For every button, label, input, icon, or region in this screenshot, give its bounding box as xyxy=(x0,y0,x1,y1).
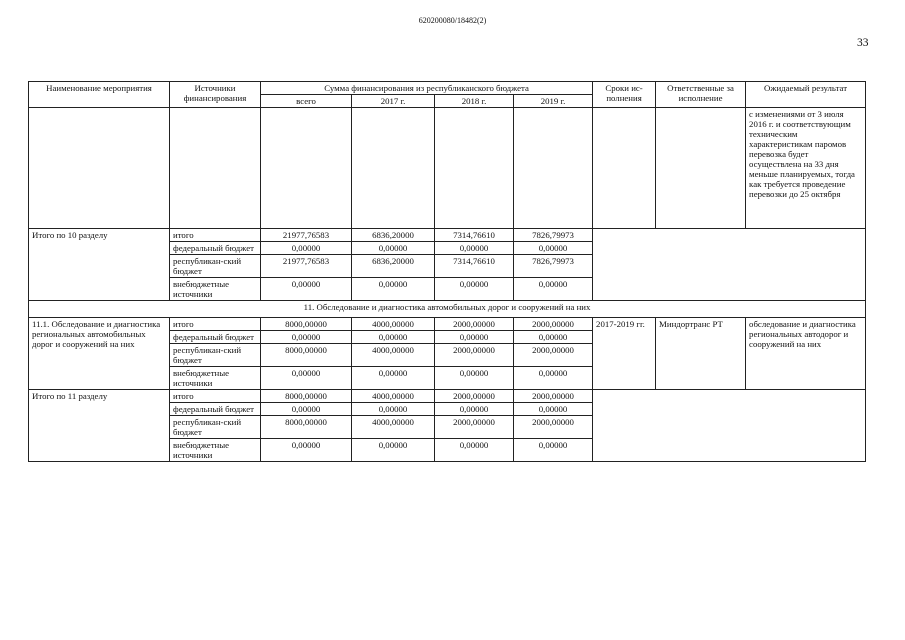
header-result: Ожидаемый результат xyxy=(746,82,866,108)
measure-11-1-name: 11.1. Обследование и диагностика региональных автомобильных дорог и сооружений на них xyxy=(29,318,170,390)
table-row: Итого по 11 разделу итого 8000,00000 4000,00000 2000,00000 2000,00000 xyxy=(29,390,866,403)
table-row: внебюджетные источники 0,00000 0,00000 0,00000 0,00000 xyxy=(29,278,866,301)
continuation-result: с изменениями от 3 июля 2016 г. и соответствующим техническим характеристикам паромов перевозка будет осуществлена на 33 дня меньше планируемых, тогда как требуется проведение перевозки до 25 октября xyxy=(746,108,866,229)
measure-11-1-result: обследование и диагностика региональных автодорог и сооружений на них xyxy=(746,318,866,390)
table-row: республикан-ский бюджет 8000,00000 4000,00000 2000,00000 2000,00000 xyxy=(29,416,866,439)
section-11-title: 11. Обследование и диагностика автомобильных дорог и сооружений на них xyxy=(29,301,866,318)
table-row: федеральный бюджет 0,00000 0,00000 0,00000 0,00000 xyxy=(29,331,866,344)
table-row: внебюджетные источники 0,00000 0,00000 0,00000 0,00000 xyxy=(29,367,866,390)
table-header-row xyxy=(29,82,866,95)
source-cell: внебюджетные источники xyxy=(170,367,261,390)
total-11-label: Итого по 11 разделу xyxy=(29,390,170,462)
table-row: Итого по 10 разделу итого 21977,76583 6836,20000 7314,76610 7826,79973 xyxy=(29,229,866,242)
source-cell: итого xyxy=(170,390,261,403)
source-cell: итого xyxy=(170,318,261,331)
source-cell: республикан-ский бюджет xyxy=(170,344,261,367)
source-cell: республикан-ский бюджет xyxy=(170,416,261,439)
section-title-row xyxy=(29,301,866,318)
document-code: 620200080/18482(2) xyxy=(418,16,487,25)
table-row: республикан-ский бюджет 8000,00000 4000,00000 2000,00000 2000,00000 xyxy=(29,344,866,367)
continuation-row xyxy=(29,108,866,229)
table-row: федеральный бюджет 0,00000 0,00000 0,00000 0,00000 xyxy=(29,242,866,255)
source-cell: республикан-ский бюджет xyxy=(170,255,261,278)
source-cell: федеральный бюджет xyxy=(170,403,261,416)
source-cell: федеральный бюджет xyxy=(170,242,261,255)
page-number: 33 xyxy=(857,37,869,49)
source-cell: федеральный бюджет xyxy=(170,331,261,344)
source-cell: внебюджетные источники xyxy=(170,439,261,462)
table-row: 11.1. Обследование и диагностика региональных автомобильных дорог и сооружений на них итого 8000,00000 4000,00000 2000,00000 2000,00000 2017-2019 гг. Миндортранс РТ обследование и диагностика региональных автодорог и сооружений на них xyxy=(29,318,866,331)
header-total: всего xyxy=(261,95,352,108)
table-row: внебюджетные источники 0,00000 0,00000 0,00000 0,00000 xyxy=(29,439,866,462)
table-row: федеральный бюджет 0,00000 0,00000 0,00000 0,00000 xyxy=(29,403,866,416)
source-cell: итого xyxy=(170,229,261,242)
header-sum: Сумма финансирования из республиканского бюджета xyxy=(261,82,593,95)
header-deadline: Сроки ис-полнения xyxy=(593,82,656,108)
financing-table xyxy=(28,81,866,462)
header-2017: 2017 г. xyxy=(352,95,435,108)
measure-11-1-deadline: 2017-2019 гг. xyxy=(593,318,656,390)
total-10-label: Итого по 10 разделу xyxy=(29,229,170,301)
measure-11-1-responsible: Миндортранс РТ xyxy=(656,318,746,390)
header-2018: 2018 г. xyxy=(435,95,514,108)
table-row: республикан-ский бюджет 21977,76583 6836,20000 7314,76610 7826,79973 xyxy=(29,255,866,278)
header-name: Наименование мероприятия xyxy=(29,82,170,108)
header-sources: Источники финансирования xyxy=(170,82,261,108)
header-2019: 2019 г. xyxy=(514,95,593,108)
header-responsible: Ответственные за исполнение xyxy=(656,82,746,108)
source-cell: внебюджетные источники xyxy=(170,278,261,301)
